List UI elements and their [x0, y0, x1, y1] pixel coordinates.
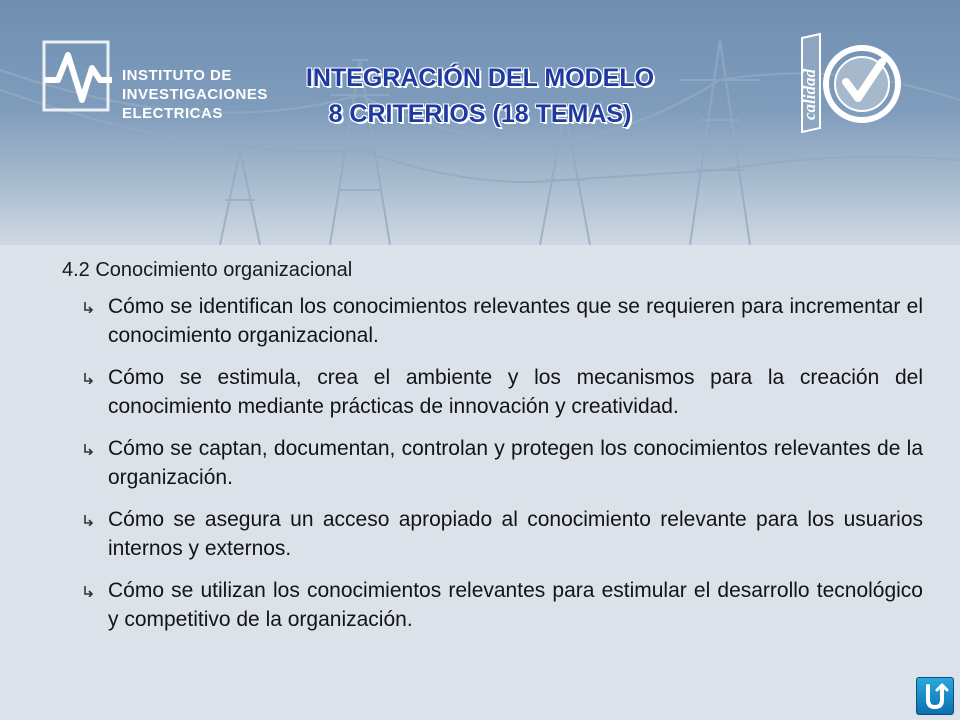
list-item-text: Cómo se captan, documentan, controlan y protegen los conocimientos relevantes de la organización. — [108, 437, 923, 489]
list-item — [78, 505, 923, 563]
section-heading: 4.2 Conocimiento organizacional — [62, 259, 353, 281]
list-item — [78, 292, 923, 350]
bullet-arrow-icon — [82, 514, 94, 526]
logo-line-1: INSTITUTO DE — [122, 67, 232, 84]
list-item-text: Cómo se utilizan los conocimientos relevantes para estimular el desarrollo tecnológico y competitivo de la organización. — [108, 579, 923, 631]
logo-line-2: INVESTIGACIONES — [122, 86, 268, 103]
bullet-arrow-icon — [82, 372, 94, 384]
list-item-text: Cómo se identifican los conocimientos relevantes que se requieren para incrementar el conocimiento organizacional. — [108, 295, 923, 347]
list-item — [78, 434, 923, 492]
list-item-text: Cómo se estimula, crea el ambiente y los mecanismos para la creación del conocimiento mediante prácticas de innovación y creatividad. — [108, 366, 923, 418]
title-line-1: INTEGRACIÓN DEL MODELO — [305, 64, 655, 92]
criteria-list — [78, 292, 923, 647]
checkmark-seal-icon — [782, 28, 902, 138]
bullet-arrow-icon — [82, 585, 94, 597]
header-banner — [0, 0, 960, 245]
list-item — [78, 576, 923, 634]
bullet-arrow-icon — [82, 443, 94, 455]
logo-line-3: ELECTRICAS — [122, 105, 223, 122]
iie-logo-icon — [38, 30, 118, 120]
list-item — [78, 363, 923, 421]
return-button[interactable] — [916, 677, 954, 715]
title-line-2: 8 CRITERIOS (18 TEMAS) — [328, 100, 632, 128]
institution-logo — [38, 30, 268, 130]
list-item-text: Cómo se asegura un acceso apropiado al conocimiento relevante para los usuarios internos y externos. — [108, 508, 923, 560]
bullet-arrow-icon — [82, 301, 94, 313]
slide-title — [240, 60, 720, 132]
return-arrow-icon — [917, 678, 953, 714]
svg-text:calidad: calidad — [800, 69, 819, 120]
